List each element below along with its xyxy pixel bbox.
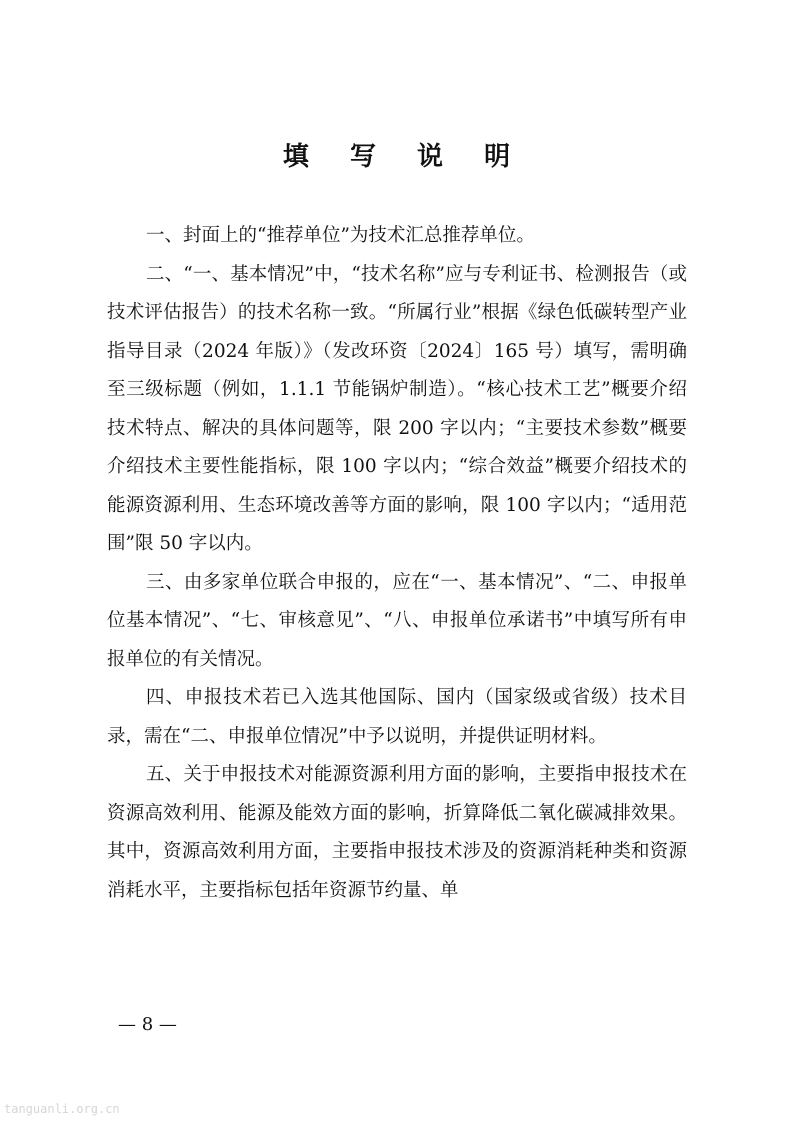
page-number: — 8 — (118, 1014, 177, 1035)
paragraph-3: 三、由多家单位联合申报的，应在“一、基本情况”、“二、申报单位基本情况”、“七、审核意见”、“八、申报单位承诺书”中填写所有申报单位的有关情况。 (107, 571, 687, 670)
watermark-text: tanguanli.org.cn (4, 1102, 120, 1116)
page-title: 填 写 说 明 (282, 142, 527, 172)
instructions-body (107, 217, 687, 910)
paragraph-1: 一、封面上的“推荐单位”为技术汇总推荐单位。 (146, 225, 535, 246)
paragraph-4: 四、申报技术若已入选其他国际、国内（国家级或省级）技术目录，需在“二、申报单位情况”中予以说明，并提供证明材料。 (107, 687, 687, 747)
paragraph-5: 五、关于申报技术对能源资源利用方面的影响，主要指申报技术在资源高效利用、能源及能效方面的影响，折算降低二氧化碳减排效果。其中，资源高效利用方面，主要指申报技术涉及的资源消耗种类和资源消耗水平，主要指标包括年资源节约量、单 (107, 764, 687, 901)
paragraph-2: 二、“一、基本情况”中，“技术名称”应与专利证书、检测报告（或技术评估报告）的技术名称一致。“所属行业”根据《绿色低碳转型产业指导目录（2024 年版）》（发改环资〔2024〕165 号）填写，需明确至三级标题（例如，1.1.1 节能锅炉制造）。“核心技术工艺”概要介绍技术特点、解决的具体问题等，限 200 字以内；“主要技术参数”概要介绍技术主要性能指标，限 100 字以内；“综合效益”概要介绍技术的能源资源利用、生态环境改善等方面的影响，限 100 字以内；“适用范围”限 50 字以内。 (107, 263, 687, 554)
